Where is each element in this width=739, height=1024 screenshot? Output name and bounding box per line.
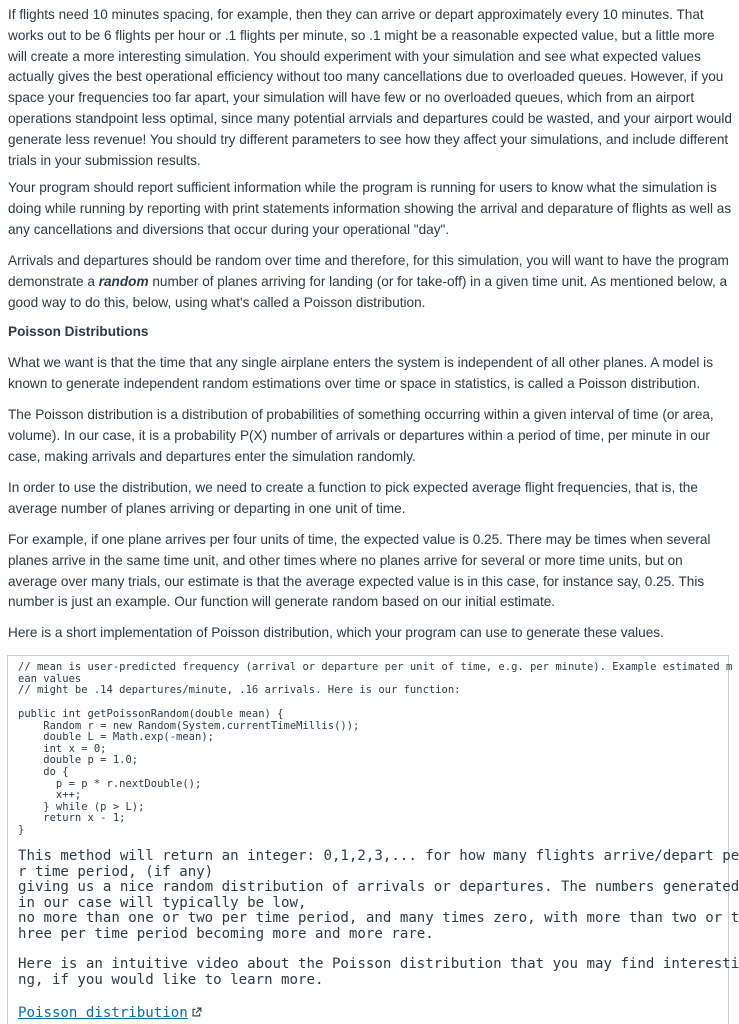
paragraph-independence: What we want is that the time that any single airplane enters the system is independent of all other planes. A model is known to generate independent random estimations over time or space in statistics, is called a Poisson distribution. [8, 355, 714, 391]
code-explanation: This method will return an integer: 0,1,2,3,... for how many flights arrive/depart pe r time period, (if any) giving us a nice random distribution of arrivals or departures. The numbers generated in our case will typically be low, no more than one or two per time period, and many times zero, with more than two or t hree per time period becoming more and more rare. [18, 848, 739, 942]
emphasis-random: random [98, 273, 149, 289]
paragraph-random-arrivals [8, 251, 732, 313]
text-segment: Arrivals and departures should be random over time and therefore, for this simulation, you will want to have the program demonstrate a [8, 253, 729, 289]
link-line [18, 1003, 202, 1024]
code-comment: // mean is user-predicted frequency (arrival or departure per unit of time, e.g. per minute). Example estimated m ean values // might be .14 departures/minute, .16 arrivals. Here is our function: [18, 661, 733, 697]
section-heading-poisson: Poisson Distributions [8, 324, 149, 339]
code-function: public int getPoissonRandom(double mean) { Random r = new Random(System.currentTimeMillis()); double L = Math.exp(-mean); int x = 0; double p = 1.0; do { p = p * r.nextDouble(); x++; } while (p > L); return x - 1; } [18, 708, 360, 836]
paragraph-expected-frequency: In order to use the distribution, we need to create a function to pick expected average flight frequencies, that is, the average number of planes arriving or departing in one unit of time. [8, 480, 698, 516]
code-video-note: Here is an intuitive video about the Poisson distribution that you may find interesti ng, if you would like to learn more. [18, 956, 739, 988]
paragraph-example: For example, if one plane arrives per four units of time, the expected value is 0.25. There may be times when several planes arrive in the same time unit, and other times where no planes arrive for several or more time units, but on average over many trials, our estimate is that the average expected value is in this case, for instance say, 0.25. This number is just an example. Our function will generate random based on our initial estimate. [8, 532, 711, 610]
code-block [7, 655, 739, 1024]
text-segment: number of planes arriving for landing (or for take-off) in a given time unit. As mentioned below, a good way to do this, below, using what's called a Poisson distribution. [8, 273, 728, 310]
paragraph-flight-spacing: If flights need 10 minutes spacing, for example, then they can arrive or depart approximately every 10 minutes. That works out to be 6 flights per hour or .1 flights per minute, so .1 might be a reasonable expected value, but a little more will create a more interesting simulation. You should experiment with your simulation and see what expected values actually gives the best operational efficiency without too many cancellations due to overloaded queues. However, if you space your frequencies too far apart, your simulation will have few or no overloaded queues, which from an airport operations standpoint less optimal, since many potential arrvials and departures could be wasted, and your airport would generate less revenue! You should try different parameters to see how they affect your simulations, and include different trials in your submission results. [8, 7, 732, 168]
paragraph-reporting: Your program should report sufficient information while the program is running for users to know what the simulation is doing while running by reporting with print statements information showing the arrival and deparature of flights as well as any cancellations and diversions that occur during your operational "day". [8, 180, 732, 237]
external-link-icon[interactable] [191, 1007, 202, 1018]
poisson-distribution-link[interactable]: Poisson distribution [18, 1005, 188, 1021]
paragraph-poisson-definition: The Poisson distribution is a distribution of probabilities of something occurring within a given interval of time (or area, volume). In our case, it is a probability P(X) number of arrivals or departures within a period of time, per minute in our case, making arrivals and departures enter the simulation randomly. [8, 407, 714, 464]
paragraph-implementation-intro: Here is a short implementation of Poisson distribution, which your program can use to generate these values. [8, 625, 664, 640]
